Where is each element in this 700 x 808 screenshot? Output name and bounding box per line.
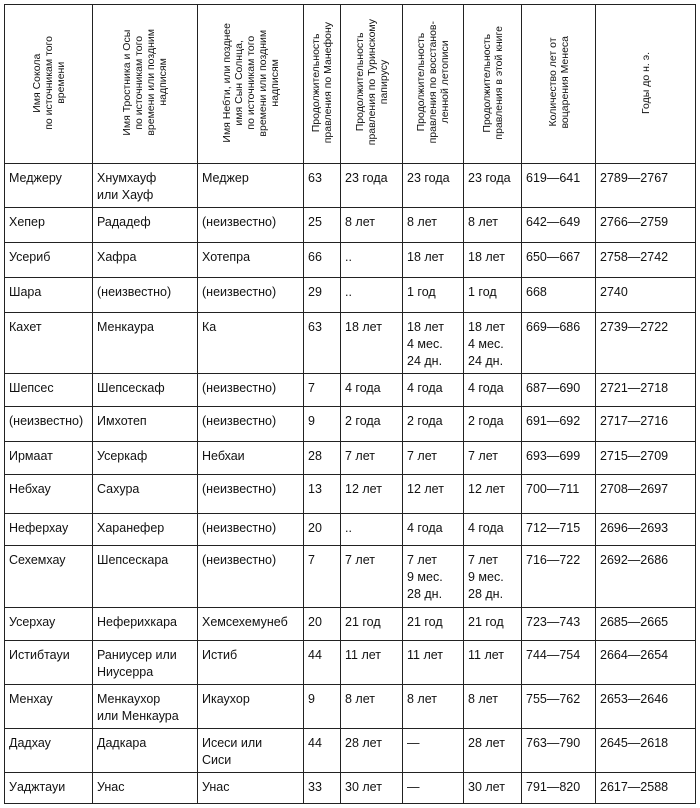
table-cell: 7	[304, 546, 341, 608]
table-row	[5, 312, 696, 374]
table-cell: 20	[304, 608, 341, 641]
chronology-table	[4, 4, 696, 804]
table-cell: 763—790	[522, 729, 596, 773]
table-cell: 18 лет	[403, 242, 464, 277]
table-cell: 1 год	[403, 277, 464, 312]
table-cell: 7 лет 9 мес. 28 дн.	[464, 546, 522, 608]
table-cell: 2685—2665	[596, 608, 696, 641]
table-cell: 4 года	[403, 513, 464, 546]
table-cell: Шара	[5, 277, 93, 312]
table-cell: —	[403, 729, 464, 773]
table-cell: 8 лет	[403, 684, 464, 728]
table-cell: Исеси или Сиси	[198, 729, 304, 773]
table-cell: (неизвестно)	[5, 407, 93, 442]
table-cell: 2708—2697	[596, 474, 696, 513]
table-cell: (неизвестно)	[198, 208, 304, 243]
table-cell: 20	[304, 513, 341, 546]
table-cell: 2758—2742	[596, 242, 696, 277]
table-cell: 7 лет	[403, 441, 464, 474]
table-cell: 8 лет	[464, 208, 522, 243]
table-cell: 2 года	[403, 407, 464, 442]
table-cell: 4 года	[403, 374, 464, 407]
table-cell: 2789—2767	[596, 164, 696, 208]
table-cell: 18 лет	[341, 312, 403, 374]
table-cell: 63	[304, 312, 341, 374]
table-cell: 619—641	[522, 164, 596, 208]
table-cell: Небхаи	[198, 441, 304, 474]
table-cell: Шепсес	[5, 374, 93, 407]
table-cell: 18 лет	[464, 242, 522, 277]
header-label: Продолжительность правления по Туринскому папирусу	[353, 19, 390, 146]
table-row	[5, 164, 696, 208]
header-label: Количество лет от воцарения Менеса	[546, 36, 571, 129]
table-cell: Раниусер или Ниусерра	[93, 640, 198, 684]
table-cell: 2766—2759	[596, 208, 696, 243]
header-cell	[5, 5, 93, 164]
table-cell: 8 лет	[403, 208, 464, 243]
table-cell: Шепсескара	[93, 546, 198, 608]
header-cell	[464, 5, 522, 164]
table-cell: 29	[304, 277, 341, 312]
table-row	[5, 474, 696, 513]
header-label: Продолжительность правления в этой книге	[480, 25, 505, 140]
table-cell: 18 лет 4 мес. 24 дн.	[403, 312, 464, 374]
table-cell: Унас	[198, 773, 304, 804]
table-cell: (неизвестно)	[198, 546, 304, 608]
table-cell: 691—692	[522, 407, 596, 442]
table-cell: 8 лет	[341, 208, 403, 243]
table-cell: 712—715	[522, 513, 596, 546]
table-cell: Харанефер	[93, 513, 198, 546]
table-cell: 2645—2618	[596, 729, 696, 773]
table-row	[5, 546, 696, 608]
table-row	[5, 407, 696, 442]
table-cell: Ирмаат	[5, 441, 93, 474]
table-cell: Шепсескаф	[93, 374, 198, 407]
table-cell: 2692—2686	[596, 546, 696, 608]
table-cell: 44	[304, 729, 341, 773]
table-cell: 30 лет	[464, 773, 522, 804]
table-row	[5, 208, 696, 243]
table-cell: 21 год	[403, 608, 464, 641]
header-cell	[341, 5, 403, 164]
table-cell: 7 лет	[464, 441, 522, 474]
table-cell: Хнумхауф или Хауф	[93, 164, 198, 208]
table-cell: Усеркаф	[93, 441, 198, 474]
table-cell: 723—743	[522, 608, 596, 641]
table-cell: Сахура	[93, 474, 198, 513]
table-cell: 7	[304, 374, 341, 407]
table-cell: Меджеру	[5, 164, 93, 208]
table-cell: (неизвестно)	[198, 407, 304, 442]
table-cell: 4 года	[464, 374, 522, 407]
table-cell: 28 лет	[341, 729, 403, 773]
table-cell: 2664—2654	[596, 640, 696, 684]
header-cell	[522, 5, 596, 164]
header-label: Имя Тростника и Осы по источникам того времени или поздним надписям	[121, 29, 169, 136]
table-cell: Уаджтауи	[5, 773, 93, 804]
table-cell: (неизвестно)	[198, 513, 304, 546]
table-cell: Дадхау	[5, 729, 93, 773]
table-cell: (неизвестно)	[198, 474, 304, 513]
table-cell: ..	[341, 513, 403, 546]
table-cell: 2721—2718	[596, 374, 696, 407]
table-cell: Неферхау	[5, 513, 93, 546]
table-cell: Истибтауи	[5, 640, 93, 684]
table-cell: —	[403, 773, 464, 804]
table-cell: Меджер	[198, 164, 304, 208]
table-cell: 23 года	[403, 164, 464, 208]
table-cell: 12 лет	[464, 474, 522, 513]
table-cell: Рададеф	[93, 208, 198, 243]
table-row	[5, 441, 696, 474]
table-row	[5, 640, 696, 684]
header-label: Продолжительность правления по восстанов- ленной летописи	[415, 21, 451, 144]
table-cell: 2696—2693	[596, 513, 696, 546]
table-cell: 668	[522, 277, 596, 312]
table-cell: Икаухор	[198, 684, 304, 728]
table-cell: 693—699	[522, 441, 596, 474]
table-cell: 30 лет	[341, 773, 403, 804]
table-cell: 63	[304, 164, 341, 208]
table-cell: Менхау	[5, 684, 93, 728]
table-cell: Менкаухор или Менкаура	[93, 684, 198, 728]
header-cell	[596, 5, 696, 164]
table-cell: 2653—2646	[596, 684, 696, 728]
table-cell: 21 год	[341, 608, 403, 641]
table-cell: 13	[304, 474, 341, 513]
table-cell: 18 лет 4 мес. 24 дн.	[464, 312, 522, 374]
table-cell: 700—711	[522, 474, 596, 513]
table-row	[5, 684, 696, 728]
header-cell	[304, 5, 341, 164]
table-cell: 23 года	[464, 164, 522, 208]
table-cell: 33	[304, 773, 341, 804]
table-cell: 2 года	[464, 407, 522, 442]
table-cell: 25	[304, 208, 341, 243]
table-cell: Хафра	[93, 242, 198, 277]
table-cell: 11 лет	[341, 640, 403, 684]
table-cell: Дадкара	[93, 729, 198, 773]
table-cell: 642—649	[522, 208, 596, 243]
table-cell: Сехемхау	[5, 546, 93, 608]
table-cell: 2739—2722	[596, 312, 696, 374]
table-cell: (неизвестно)	[198, 374, 304, 407]
table-cell: 11 лет	[464, 640, 522, 684]
header-label: Продолжительность правления по Манефону	[310, 21, 334, 144]
table-cell: 7 лет	[341, 441, 403, 474]
table-row	[5, 773, 696, 804]
table-cell: Унас	[93, 773, 198, 804]
header-cell	[198, 5, 304, 164]
table-cell: 2717—2716	[596, 407, 696, 442]
table-cell: 7 лет	[341, 546, 403, 608]
table-cell: 791—820	[522, 773, 596, 804]
table-cell: 12 лет	[341, 474, 403, 513]
header-label: Годы до н. э.	[639, 51, 652, 114]
table-row	[5, 242, 696, 277]
table-cell: 755—762	[522, 684, 596, 728]
header-cell	[93, 5, 198, 164]
table-cell: 8 лет	[341, 684, 403, 728]
table-cell: Хепер	[5, 208, 93, 243]
table-cell: 7 лет 9 мес. 28 дн.	[403, 546, 464, 608]
table-cell: Истиб	[198, 640, 304, 684]
table-cell: 2 года	[341, 407, 403, 442]
table-cell: 66	[304, 242, 341, 277]
table-cell: (неизвестно)	[198, 277, 304, 312]
table-cell: Имхотеп	[93, 407, 198, 442]
table-cell: 2715—2709	[596, 441, 696, 474]
table-cell: 9	[304, 407, 341, 442]
table-cell: Усерхау	[5, 608, 93, 641]
table-cell: Хемсехемунеб	[198, 608, 304, 641]
table-cell: 23 года	[341, 164, 403, 208]
table-cell: Хотепра	[198, 242, 304, 277]
table-cell: Менкаура	[93, 312, 198, 374]
table-row	[5, 374, 696, 407]
table-cell: 12 лет	[403, 474, 464, 513]
table-cell: (неизвестно)	[93, 277, 198, 312]
table-cell: 2617—2588	[596, 773, 696, 804]
table-cell: 744—754	[522, 640, 596, 684]
table-row	[5, 277, 696, 312]
table-cell: ..	[341, 277, 403, 312]
table-cell: Небхау	[5, 474, 93, 513]
table-cell: Кахет	[5, 312, 93, 374]
table-cell: 1 год	[464, 277, 522, 312]
table-cell: 2740	[596, 277, 696, 312]
table-row	[5, 729, 696, 773]
table-cell: 650—667	[522, 242, 596, 277]
header-label: Имя Небти, или позднее имя Сын Солнца, по источникам того времени или поздним надписям	[220, 22, 281, 143]
table-cell: 4 года	[464, 513, 522, 546]
table-cell: 687—690	[522, 374, 596, 407]
table-row	[5, 608, 696, 641]
table-cell: 28 лет	[464, 729, 522, 773]
table-cell: Неферихкара	[93, 608, 198, 641]
table-cell: Ка	[198, 312, 304, 374]
header-row	[5, 5, 696, 164]
table-cell: ..	[341, 242, 403, 277]
table-cell: 44	[304, 640, 341, 684]
table-cell: 11 лет	[403, 640, 464, 684]
table-cell: 28	[304, 441, 341, 474]
table-cell: 4 года	[341, 374, 403, 407]
header-cell	[403, 5, 464, 164]
table-row	[5, 513, 696, 546]
table-cell: 716—722	[522, 546, 596, 608]
table-cell: 669—686	[522, 312, 596, 374]
table-cell: 9	[304, 684, 341, 728]
table-cell: 21 год	[464, 608, 522, 641]
header-label: Имя Сокола по источникам того времени	[30, 35, 67, 130]
table-cell: Усериб	[5, 242, 93, 277]
table-cell: 8 лет	[464, 684, 522, 728]
